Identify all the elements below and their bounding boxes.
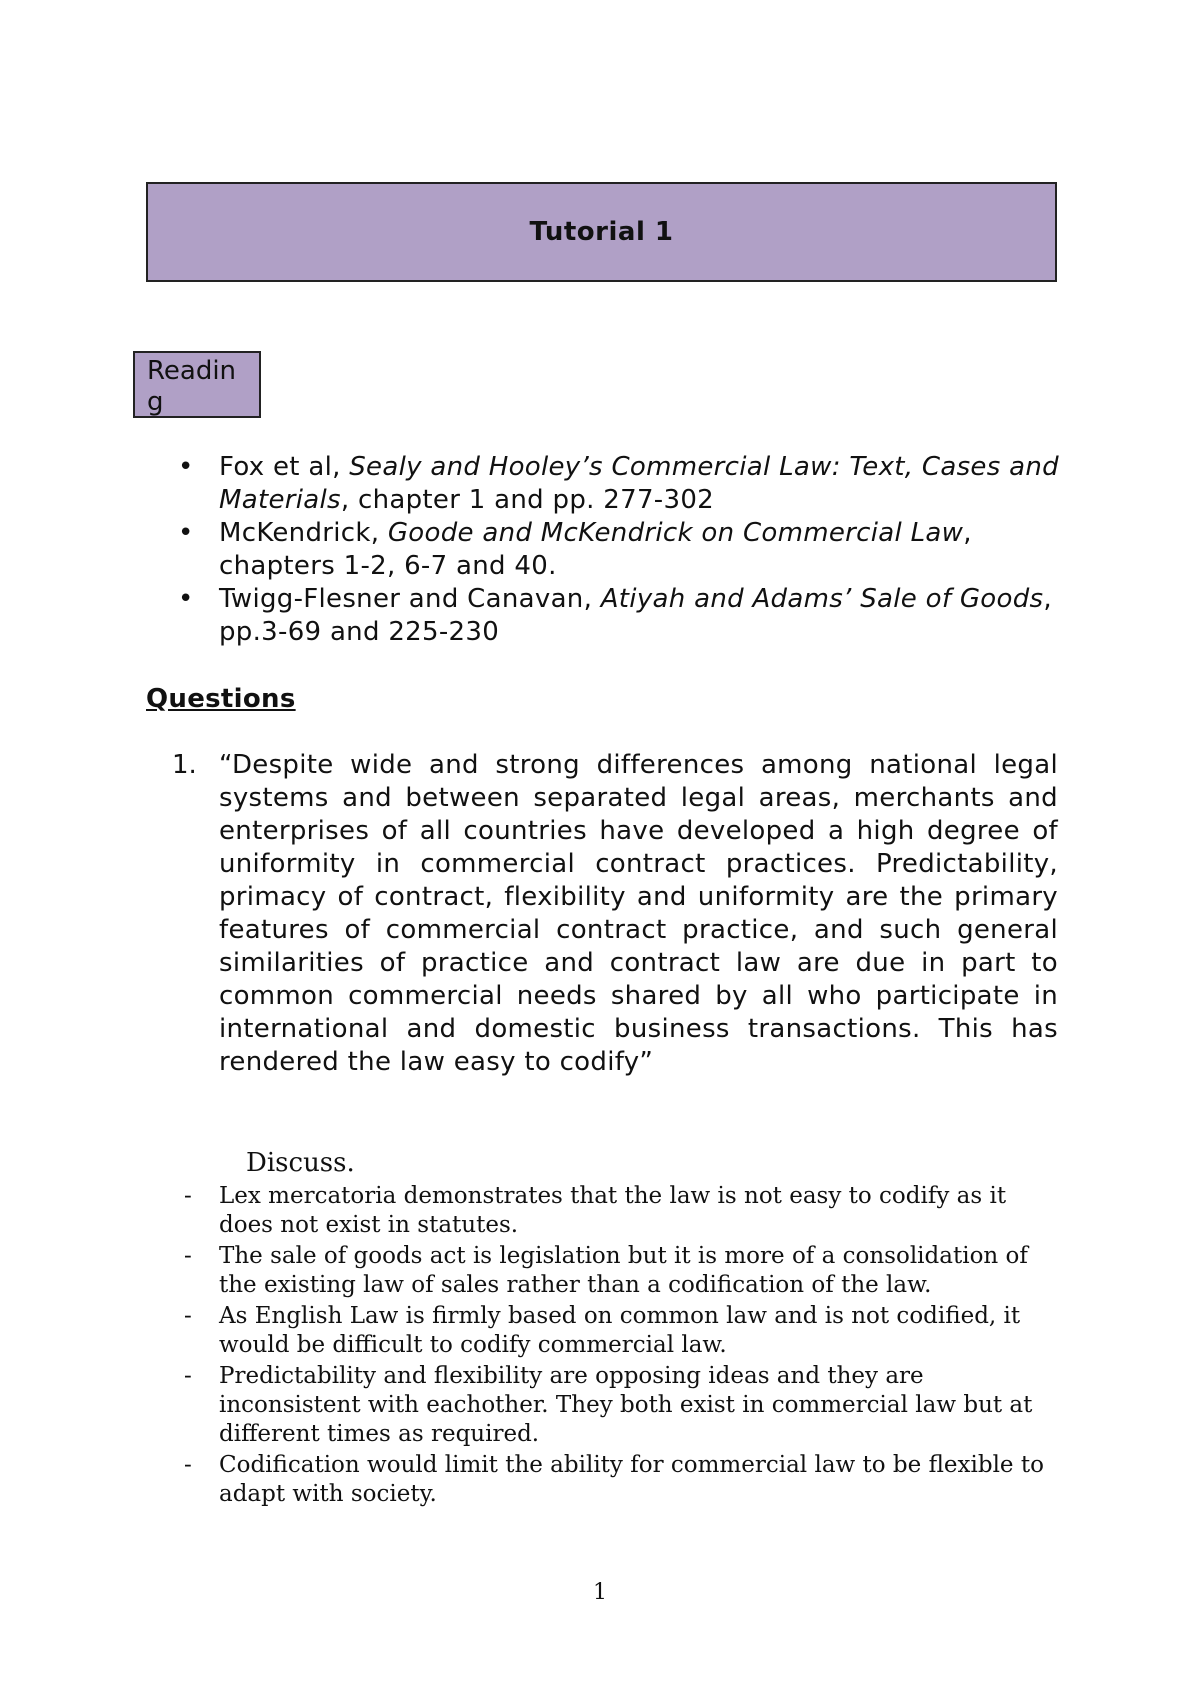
question-number: 1. [172,750,197,780]
dash-bullet: - [184,1183,192,1209]
answer-note-text: As English Law is firmly based on common law and is not codified, it would be difficult to codify commercial law. [219,1303,1021,1358]
answer-note [180,1362,1060,1449]
answer-note-text: The sale of goods act is legislation but it is more of a consolidation of the existing law of sales rather than a codification of the law. [219,1243,1028,1298]
answer-note [180,1451,1060,1509]
reading-pages: , pp.3-69 and 225-230 [219,584,1052,647]
question-text: “Despite wide and strong differences among national legal systems and between separated legal areas, merchants and enterprises of all countries have developed a high degree of uniformity in commercial contract practices. Predictability, primacy of contract, flexibility and uniformity are the primary features of commercial contract practice, and such general similarities of practice and contract law are due in part to common commercial needs shared by all who participate in international and domestic business transactions. This has rendered the law easy to codify” [219,750,1058,1077]
reading-author: Twigg-Flesner and Canavan, [219,584,601,614]
reading-book-title: Sealy and Hooley’s Commercial Law: Text, Cases and Materials [219,452,1059,515]
question-instruction: Discuss. [246,1148,355,1178]
reading-item [178,517,1078,583]
answer-note-text: Lex mercatoria demonstrates that the law is not easy to codify as it does not exist in statutes. [219,1183,1007,1238]
dash-bullet: - [184,1363,192,1389]
bullet-icon: • [178,518,194,548]
page-number: 1 [593,1580,607,1605]
question-1 [172,749,1058,1079]
answer-note-text: Predictability and flexibility are opposing ideas and they are inconsistent with eachother. They both exist in commercial law but at different times as required. [219,1363,1033,1447]
bullet-icon: • [178,584,194,614]
reading-item [178,451,1078,517]
page-title: Tutorial 1 [529,217,674,247]
reading-book-title: Atiyah and Adams’ Sale of Goods [600,584,1044,614]
reading-label-box: Reading [133,351,261,418]
dash-bullet: - [184,1303,192,1329]
answer-note-text: Codification would limit the ability for commercial law to be flexible to adapt with society. [219,1452,1044,1507]
reading-author: McKendrick, [219,518,388,548]
answer-notes-list [180,1182,1060,1511]
dash-bullet: - [184,1243,192,1269]
reading-list [178,451,1078,649]
answer-note [180,1242,1060,1300]
dash-bullet: - [184,1452,192,1478]
reading-pages: , chapters 1-2, 6-7 and 40. [219,518,972,581]
answer-note [180,1302,1060,1360]
reading-book-title: Goode and McKendrick on Commercial Law [387,518,964,548]
bullet-icon: • [178,452,194,482]
title-banner [146,182,1057,282]
reading-item [178,583,1078,649]
answer-note [180,1182,1060,1240]
reading-pages: , chapter 1 and pp. 277-302 [340,485,715,515]
reading-author: Fox et al, [219,452,350,482]
questions-heading: Questions [146,684,296,714]
